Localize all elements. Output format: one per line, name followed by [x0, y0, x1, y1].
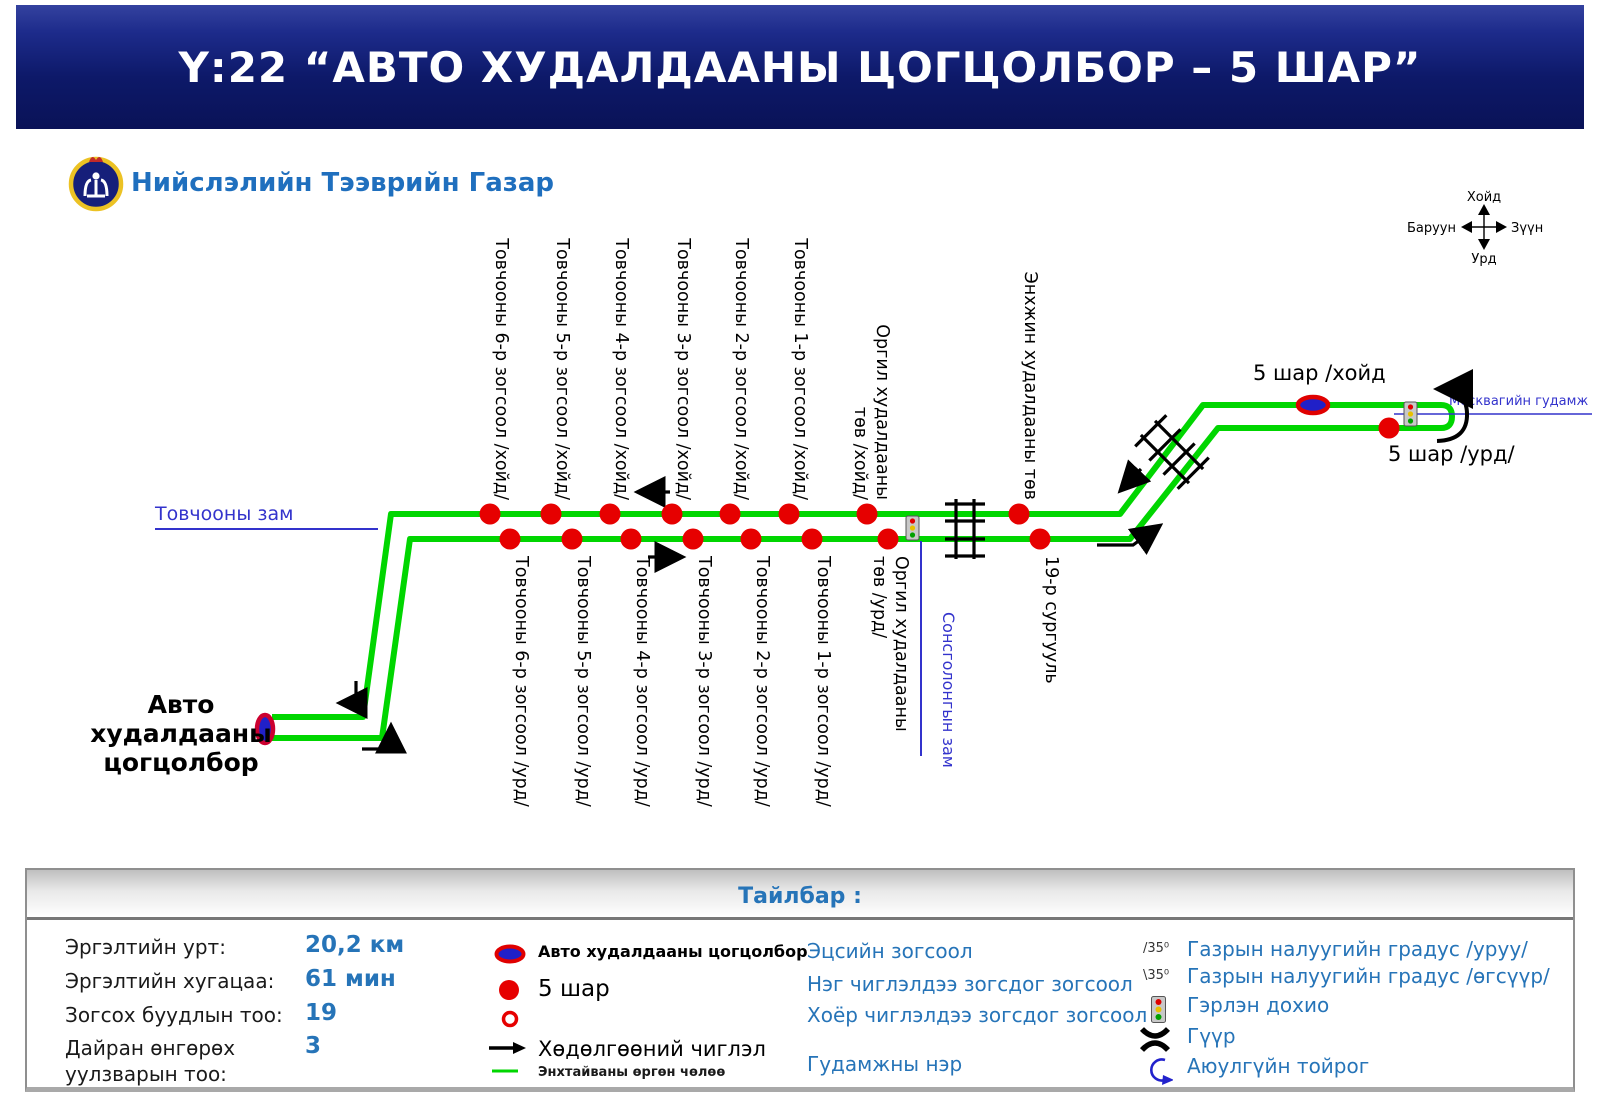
stop-label-north: Товчооны 6-р зогсоол /хойд/: [491, 238, 511, 500]
terminal-start-label: [90, 690, 272, 777]
stop-type-item: Нэг чиглэлдээ зогсдог зогсоол: [807, 972, 1133, 996]
stop-type-item: Хоёр чиглэлдээ зогсдог зогсоол: [807, 1003, 1148, 1027]
compass-north-arrow-icon: [1478, 204, 1490, 215]
compass-east-arrow-icon: [1496, 221, 1507, 233]
stop-label-north: Товчооны 5-р зогсоол /хойд/: [552, 238, 572, 500]
stop-label-north: төв /хойд/: [850, 406, 870, 500]
direction-arrow-terminal-in: [342, 681, 356, 703]
compass-west-arrow-icon: [1461, 221, 1472, 233]
road-label-moskva: Москвагийн гудамж: [1449, 394, 1589, 409]
legend-panel: [25, 868, 1575, 1092]
stop-label-south: 19-р сургууль: [1041, 556, 1061, 684]
stat-label: Эргэлтийн хугацаа:: [65, 969, 275, 993]
legend-terminal-label: Авто худалдааны цогцолбор: [538, 942, 808, 961]
stop-label-south: Оргил худалдааны: [891, 556, 911, 732]
slope-down-symbol: /35⁰: [1143, 941, 1170, 956]
terminal-start-line1: Авто: [147, 690, 215, 719]
compass-north-label: Хойд: [1466, 190, 1502, 205]
legend-stop-label: 5 шар: [538, 976, 610, 1002]
legend-header: [27, 870, 1573, 920]
stop-label-north: Товчооны 2-р зогсоол /хойд/: [731, 238, 751, 500]
stop-dot: [600, 504, 621, 525]
stop-dot: [741, 529, 762, 550]
stat-value: 19: [305, 1000, 338, 1026]
compass-west-label: Баруун: [1406, 221, 1456, 236]
stop-label-north: Энхжин худалдааны төв: [1020, 271, 1040, 500]
terminal-start-line2: худалдааны: [90, 719, 272, 748]
stop-dot: [1009, 504, 1030, 525]
legend-road-label: Энхтайваны өргөн чөлөө: [538, 1065, 726, 1080]
stop-dot: [562, 529, 583, 550]
stop-label-south: Товчооны 2-р зогсоол /урд/: [752, 556, 772, 807]
compass-south-label: Урд: [1471, 252, 1497, 267]
stop-label-south: төв /урд/: [869, 556, 889, 639]
stop-label-north: Товчооны 3-р зогсоол /хойд/: [673, 238, 693, 500]
sign-label: Газрын налуугийн градус /уруу/: [1187, 937, 1528, 961]
road-label-sonsgolon: Сонсголонгын зам: [939, 612, 958, 768]
traffic-light-icon: [1151, 996, 1167, 1024]
stat-label: Дайран өнгөрөх уулзварын тоо:: [65, 1036, 236, 1086]
route-line-icon: [490, 1067, 520, 1075]
agency-name: Нийслэлийн Тээврийн Газар: [131, 168, 555, 198]
stop-label-south: Товчооны 1-р зогсоол /урд/: [813, 556, 833, 807]
legend-title: Тайлбар :: [738, 884, 862, 909]
sign-label: Гүүр: [1187, 1024, 1236, 1048]
stop-dot: [802, 529, 823, 550]
compass-east-label: Зүүн: [1511, 221, 1544, 236]
terminal-marker-end: [1298, 397, 1328, 413]
stop-label-north: Товчооны 1-р зогсоол /хойд/: [790, 238, 810, 500]
stat-label: Эргэлтийн урт:: [65, 935, 226, 959]
bridge-symbol-horizontal: [945, 499, 985, 559]
terminal-start-line3: цогцолбор: [103, 748, 259, 777]
terminal-end-south-label: 5 шар /урд/: [1388, 442, 1515, 466]
stat-value: 61 мин: [305, 966, 396, 992]
stop-dot: [500, 529, 521, 550]
stop-label-south: Товчооны 4-р зогсоол /урд/: [632, 556, 652, 807]
stop-dot: [480, 504, 501, 525]
direction-arrow-icon: [487, 1040, 529, 1056]
traffic-light-icon: [1404, 402, 1417, 426]
stop-dot: [683, 529, 704, 550]
stop-label-south: Товчооны 6-р зогсоол /урд/: [511, 556, 531, 807]
stop-dot: [1379, 418, 1400, 439]
stop-dot: [779, 504, 800, 525]
open-stop-icon: [501, 1010, 519, 1028]
sign-label: Газрын налуугийн градус /өгсүүр/: [1187, 964, 1550, 988]
stop-label-south: Товчооны 5-р зогсоол /урд/: [573, 556, 593, 807]
route-title: Ү:22 “АВТО ХУДАЛДААНЫ ЦОГЦОЛБОР – 5 ШАР”: [178, 42, 1422, 92]
sign-label: Гэрлэн дохио: [1187, 993, 1330, 1017]
legend-direction-label: Хөдөлгөөний чиглэл: [538, 1037, 766, 1061]
stop-dot: [621, 529, 642, 550]
terminal-end-north-label: 5 шар /хойд: [1253, 361, 1386, 385]
stat-value: 20,2 км: [305, 932, 405, 958]
stop-type-item: Гудамжны нэр: [807, 1052, 963, 1076]
stop-dot: [720, 504, 741, 525]
stop-label-south: Товчооны 3-р зогсоол /урд/: [694, 556, 714, 807]
stop-dot: [878, 529, 899, 550]
road-label-tovchoony: Товчооны зам: [155, 503, 294, 525]
roundabout-icon: [1145, 1056, 1173, 1086]
stop-label-north: Оргил худалдааны: [872, 324, 892, 500]
stop-dot-icon: [498, 979, 520, 1001]
stat-label: Зогсох буудлын тоо:: [65, 1003, 283, 1027]
compass-south-arrow-icon: [1478, 239, 1490, 250]
stop-dot: [541, 504, 562, 525]
stop-label-north: Товчооны 4-р зогсоол /хойд/: [611, 238, 631, 500]
stat-value: 3: [305, 1033, 322, 1059]
stop-type-item: Эцсийн зогсоол: [807, 939, 973, 963]
bridge-icon: [1139, 1026, 1171, 1053]
stop-dot: [857, 504, 878, 525]
terminal-ellipse-icon: [493, 944, 527, 964]
stop-dot: [662, 504, 683, 525]
sign-label: Аюулгүйн тойрог: [1187, 1054, 1370, 1078]
traffic-light-icon: [906, 516, 919, 540]
compass-rose: [1407, 190, 1543, 267]
stop-dot: [1030, 529, 1051, 550]
slope-up-symbol: \35⁰: [1143, 968, 1170, 983]
